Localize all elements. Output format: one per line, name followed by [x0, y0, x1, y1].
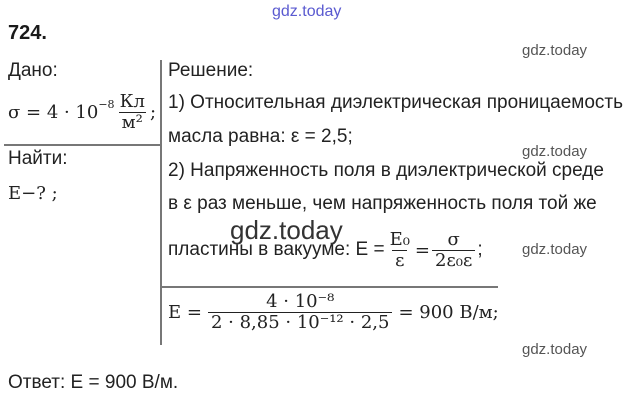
watermark-right-1: gdz.today — [522, 42, 588, 59]
problem-number: 724. — [8, 22, 47, 44]
watermark-right-3: gdz.today — [522, 241, 588, 258]
watermark-center: gdz.today — [230, 215, 343, 245]
calc-denominator: 2 · 8,85 · 10⁻¹² · 2,5 — [208, 312, 393, 333]
calc-rhs: = 900 В/м; — [398, 301, 499, 323]
formula-e0-over-eps — [387, 230, 413, 271]
watermark-right-2: gdz.today — [522, 143, 588, 160]
unit-numerator: Кл — [119, 91, 145, 112]
formula-equals: = — [414, 239, 431, 261]
find-value: E−? ; — [8, 183, 58, 204]
formula-sigma-over — [432, 230, 475, 271]
formula-sigma: σ — [447, 229, 460, 250]
watermark-right-4: gdz.today — [522, 341, 588, 358]
calc-numerator: 4 · 10⁻⁸ — [266, 291, 335, 312]
line5-prefix: пластины в вакууме: E = — [168, 239, 385, 261]
sigma-value: σ = 4 · 10 — [8, 101, 99, 123]
solution-line-3: 2) Напряженность поля в диэлектрической среде — [168, 160, 604, 181]
line5-suffix: ; — [477, 239, 483, 261]
given-label: Дано: — [8, 60, 58, 81]
formula-e0: E₀ — [389, 229, 410, 250]
calc-lhs: E = — [168, 301, 202, 323]
vertical-divider — [160, 60, 162, 345]
unit-denominator: м² — [119, 112, 146, 133]
given-sigma — [8, 92, 156, 133]
formula-2e0e: 2ε₀ε — [432, 250, 475, 271]
answer: Ответ: E = 900 В/м. — [8, 372, 179, 393]
formula-eps: ε — [392, 250, 407, 271]
calculation — [168, 292, 499, 333]
solution-line-5 — [168, 230, 483, 271]
sigma-unit — [117, 92, 148, 133]
watermark-top: gdz.today — [272, 3, 342, 20]
sigma-exponent: −8 — [98, 97, 115, 111]
calc-fraction — [208, 292, 393, 333]
sigma-tail: ; — [149, 101, 157, 123]
solution-line-1: 1) Относительная диэлектрическая проницаемость — [168, 92, 624, 113]
solution-label: Решение: — [168, 60, 254, 81]
calc-divider — [160, 286, 498, 288]
solution-line-4: в ε раз меньше, чем напряженность поля той же — [168, 193, 597, 214]
solution-line-2: масла равна: ε = 2,5; — [168, 126, 353, 147]
find-label: Найти: — [8, 148, 68, 169]
given-divider — [4, 144, 160, 146]
